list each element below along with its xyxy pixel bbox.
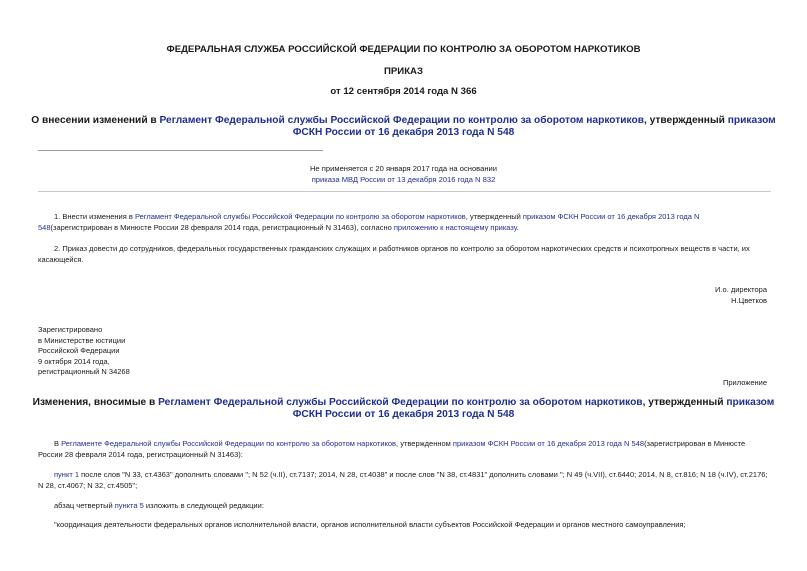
para1-reglament-link[interactable]: Регламент Федеральной службы Российской Федерации по контролю за оборотом наркотиков bbox=[134, 212, 466, 221]
paragraph-6: "координация деятельности федеральных органов исполнительной власти, органов исполнительной власти субъектов Российской Федерации и органов местного самоуправления; bbox=[54, 520, 686, 529]
order-title bbox=[30, 115, 777, 139]
appendix-title bbox=[30, 397, 777, 421]
signature-block bbox=[715, 284, 767, 306]
paragraph-2: 2. Приказ довести до сотрудников, федеральных государственных гражданских служащих и работников органов по контролю за оборотом наркотических средств и психотропных веществ в части, их касающейся. bbox=[38, 244, 750, 264]
title-mid: , утвержденный bbox=[643, 115, 728, 126]
registration-line: Российской Федерации bbox=[38, 346, 120, 355]
date-number-heading: от 12 сентября 2014 года N 366 bbox=[330, 86, 477, 97]
divider-long bbox=[38, 191, 771, 192]
para3-text-a: В bbox=[54, 439, 62, 448]
status-note-text: Не применяется с 20 января 2017 года на основании bbox=[309, 164, 498, 173]
title2-mid: , утвержденный bbox=[642, 397, 727, 408]
para3-text-b: , утвержденном bbox=[396, 439, 453, 448]
paragraph-3 bbox=[38, 438, 771, 460]
registration-line: Зарегистрировано bbox=[38, 325, 103, 334]
para1-order-link[interactable]: приказом ФСКН России от 16 декабря 2013 года N 548 bbox=[38, 212, 700, 232]
para1-text-b: , утвержденный bbox=[465, 212, 523, 221]
para1-text-d: . bbox=[516, 223, 519, 232]
registration-line: 9 октября 2014 года, bbox=[38, 356, 110, 366]
punkt-1-link[interactable]: пункт 1 bbox=[54, 470, 80, 479]
signature-name: Н.Цветков bbox=[731, 296, 767, 305]
title2-order-link[interactable]: приказом ФСКН России от 16 декабря 2013 года N 548 bbox=[292, 397, 775, 420]
registration-line: в Министерстве юстиции bbox=[38, 335, 126, 345]
title2-prefix: Изменения, вносимые в bbox=[32, 397, 159, 408]
para5-text-a: абзац четвертый bbox=[54, 501, 115, 510]
para3-reglament-link[interactable]: Регламенте Федеральной службы Российской Федерации по контролю за оборотом наркотиков bbox=[61, 439, 397, 448]
status-note bbox=[0, 163, 807, 185]
registration-line: регистрационный N 34268 bbox=[38, 367, 130, 376]
para1-text-c: (зарегистрирован в Минюсте России 28 февраля 2014 года, регистрационный N 31463), согласно bbox=[50, 223, 394, 232]
signature-position: И.о. директора bbox=[715, 285, 767, 294]
registration-block bbox=[38, 325, 130, 378]
para1-appendix-link[interactable]: приложению к настоящему приказу bbox=[393, 223, 517, 232]
paragraph-5 bbox=[54, 501, 264, 510]
para5-text-b: изложить в следующей редакции: bbox=[143, 501, 264, 510]
title2-reglament-link[interactable]: Регламент Федеральной службы Российской Федерации по контролю за оборотом наркотиков bbox=[158, 397, 643, 408]
appendix-label: Приложение bbox=[723, 378, 767, 387]
paragraph-1 bbox=[38, 211, 771, 233]
agency-heading: ФЕДЕРАЛЬНАЯ СЛУЖБА РОССИЙСКОЙ ФЕДЕРАЦИИ ПО КОНТРОЛЮ ЗА ОБОРОТОМ НАРКОТИКОВ bbox=[166, 44, 641, 55]
para3-order-link[interactable]: приказом ФСКН России от 16 декабря 2013 года N 548 bbox=[452, 439, 645, 448]
para4-text: после слов "N 33, ст.4363" дополнить словами "; N 52 (ч.II), ст.7137; 2014, N 28, ст.4038" и после слов "N 38, ст.4831" дополнить словами "; N 49 (ч.VII), ст.6440; 2014, N 8, ст.816; N 18 (ч.IV), ст.2176; N 28, ст.4067; N 32, ст.4505"; bbox=[38, 470, 768, 490]
doc-type-heading: ПРИКАЗ bbox=[384, 66, 423, 77]
mvd-order-link[interactable]: приказа МВД России от 13 декабря 2016 года N 832 bbox=[311, 175, 496, 184]
order-548-link[interactable]: приказом ФСКН России от 16 декабря 2013 года N 548 bbox=[292, 115, 776, 138]
paragraph-4 bbox=[38, 469, 771, 491]
reglament-link[interactable]: Регламент Федеральной службы Российской Федерации по контролю за оборотом наркотиков bbox=[159, 115, 644, 126]
punkt-5-link[interactable]: пункта 5 bbox=[114, 501, 144, 510]
title-prefix: О внесении изменений в bbox=[31, 115, 160, 126]
para1-text-a: 1. Внести изменения в bbox=[54, 212, 135, 221]
para3-text-c: (зарегистрирован в Минюсте России 28 февраля 2014 года, регистрационный N 31463): bbox=[38, 439, 746, 459]
divider-short bbox=[38, 150, 323, 151]
